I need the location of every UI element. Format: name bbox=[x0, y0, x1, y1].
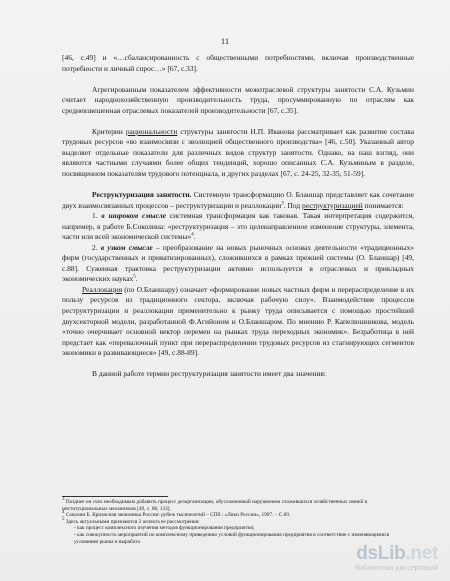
footnotes bbox=[62, 499, 397, 545]
underlined-term-restructuring: реструктуризацией bbox=[302, 200, 363, 210]
section-heading-restructuring: Реструктуризация занятости. bbox=[92, 189, 192, 199]
underlined-term-reallocation: Реаллокация bbox=[82, 284, 123, 294]
list-item-narrow-sense: 2. в узком смысле – преобразование на новых рыночных основах деятельности «традиционных» фирм (государственных и приватизированных), сложившихся в рамках прежней системы (О. Бланшар) [49, с.88]. Суженная трактовка реструктуризации активно используется в отраслевых и прикладных экономических науках$^5$. bbox=[62, 242, 415, 284]
footnote-5: $^5$ Здесь актуальными признаются 2 аспекта ее рассмотрения: bbox=[62, 517, 200, 525]
underlined-term-rationality: рациональности bbox=[125, 126, 178, 136]
footnote-5-item-1: - как процесс комплексного изучения методов функционирования предприятия; bbox=[74, 525, 255, 532]
footnote-5-item-2: - как совокупность мероприятий по комплексному приведению условий функционирования предприятия в соответствие с изменяющимися условиями рынка и выработа bbox=[74, 531, 390, 545]
paragraph-restructuring: Реструктуризация занятости. Системную трансформацию О. Бланшар представляет как сочетание двух взаимосвязанных процессов – реструктуризации и реаллокации$^3$. Под реструктуризацией понимается: bbox=[62, 189, 415, 210]
paragraph-continuation: [46, с.49] и «…сбалансированность с общественными потребностями, включая производственные потребности и личный спрос…» [67, с.33]. bbox=[62, 53, 414, 73]
term-narrow-sense: в узком смысле bbox=[100, 242, 153, 252]
footnote-divider bbox=[62, 496, 168, 497]
body-text bbox=[62, 53, 414, 380]
footnote-4: $^4$ Соколин Б. Кризисная экономика России: рубеж тысячелетий – СПб.: «Лики России», 1997. – С.69. bbox=[62, 510, 291, 519]
paragraph-kuzmin: Агрегированным показателем эффективности межотраслевой структуры занятости С.А. Кузьмин считает народнохозяйственную производительность труда, просуммированную по отраслям как средневзвешенная отраслевых показателей производительности [67, с.35]. bbox=[62, 84, 414, 115]
term-broad-sense: в широком смысле bbox=[101, 211, 166, 221]
paragraph-ivanova: Критерии рациональности структуры занятости Н.П. Иванова рассматривает как развитие состава трудовых ресурсов «во взаимосвязи с эволюцией общественного производства» [46, с.50]. Указанный автор выделяет отдельные показатели для различных видов структур занятости. Однако, на наш взгляд, они являются частными случаями более общих тенденций, хорошо описанных С.А. Кузьминым в разделе, посвященном показателям трудового потенциала, и других разделах [67, с. 24-25, 32-35, 51-59]. bbox=[62, 126, 414, 178]
dslib-tagline: библиотека диссертаций bbox=[354, 563, 438, 572]
footnote-3: $^3$ Позднее он счел необходимым добавить процесс дезорганизации, обусловленный нарушением сложившихся хозяйственных связей и институциональных механизмов [49, с. 88, 133]. bbox=[62, 497, 368, 512]
dslib-watermark bbox=[320, 543, 438, 572]
footnote-ref-5: 5 bbox=[133, 274, 136, 280]
footnote-ref-4: 4 bbox=[191, 232, 194, 238]
dslib-logo: dsLib.net bbox=[356, 543, 438, 564]
list-item-broad-sense: 1. в широком смысле системная трансформация как таковая. Такая интерпретация содержится, например, в работе Б.Соколина: «реструктуризация – это целенаправленное изменение структуры, элемента, части или всей экономической системы»$^4$. bbox=[62, 211, 414, 242]
footnote-ref-3: 3 bbox=[281, 201, 284, 207]
paragraph-two-meanings: В данной работе термин реструктуризация занятости имеет два значения: bbox=[92, 369, 326, 379]
paragraph-reallocation: Реаллокация (по О.Бланшару) означает «формирование новых частных фирм и перераспределение в их пользу ресурсов из традиционного сектора, включая рабочую силу». Взаимодействие процессов реструктуризации и реаллокации применительно к рынку труда описывается с помощью простейшей двухсекторной модели, разработанной Ф.Агийоном и О.Бланшаром. По мнению Р. Капелюшникова, модель «точно очерчивает основной вектор перемен на рынках труда переходных экономик». Безработица в ней предстает как «перевалочный пункт при перераспределении трудовых ресурсов из стагнирующих сегментов экономики в развивающиеся» [49, с.88-89]. bbox=[62, 284, 414, 358]
page-number: 11 bbox=[220, 36, 230, 46]
